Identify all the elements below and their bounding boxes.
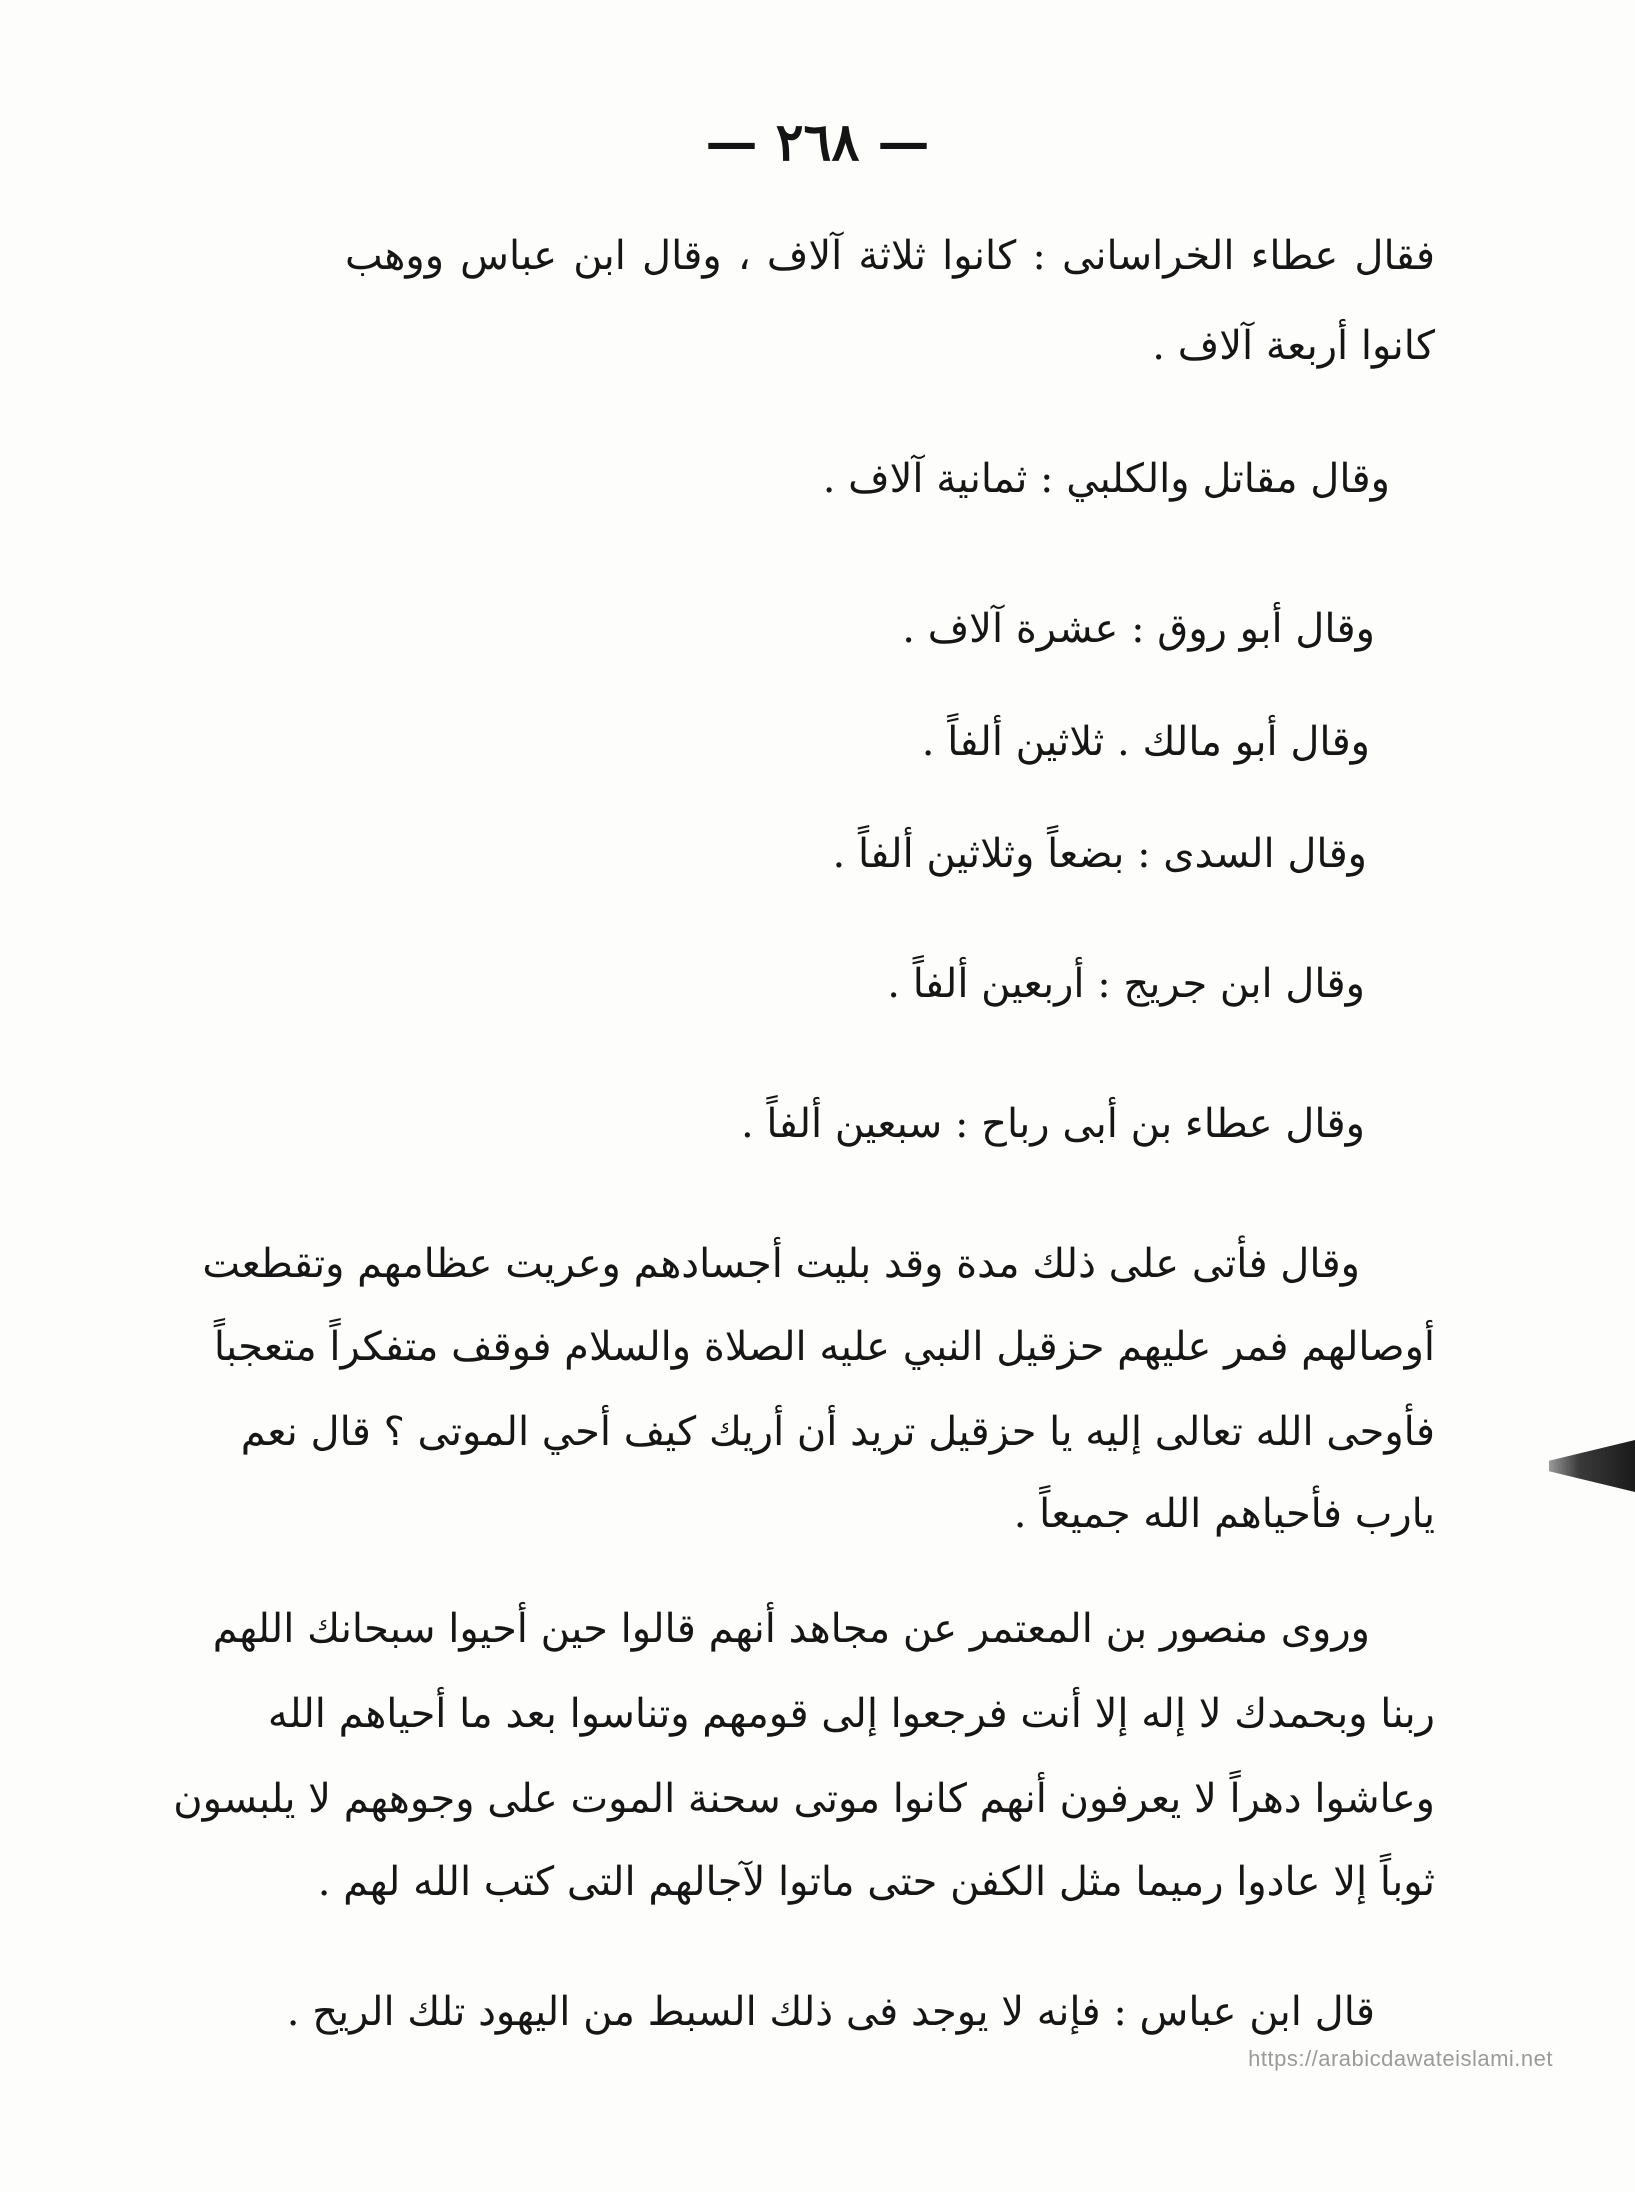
watermark-url: https://arabicdawateislami.net (1248, 2046, 1553, 2071)
paragraph-9-line-2: ربنا وبحمدك لا إله إلا أنت فرجعوا إلى قومهم وتناسوا بعد ما أحياهم الله (267, 1691, 1435, 1737)
paragraph-4: وقال أبو مالك . ثلاثين ألفاً . (921, 719, 1370, 765)
paragraph-6: وقال ابن جريج : أربعين ألفاً . (887, 961, 1365, 1007)
paragraph-1-line-2: كانوا أربعة آلاف . (1152, 323, 1435, 369)
paragraph-8-line-4: يارب فأحياهم الله جميعاً . (1013, 1491, 1435, 1537)
paragraph-8-line-3: فأوحى الله تعالى إليه يا حزقيل تريد أن أريك كيف أحي الموتى ؟ قال نعم (240, 1409, 1435, 1455)
paragraph-1-line-1: فقال عطاء الخراسانى : كانوا ثلاثة آلاف ، وقال ابن عباس ووهب (345, 233, 1435, 279)
paragraph-8-line-1: وقال فأتى على ذلك مدة وقد بليت أجسادهم وعريت عظامهم وتقطعت (202, 1241, 1360, 1287)
paragraph-10: قال ابن عباس : فإنه لا يوجد فى ذلك السبط من اليهود تلك الريح . (286, 1989, 1375, 2035)
paragraph-5: وقال السدى : بضعاً وثلاثين ألفاً . (832, 831, 1367, 877)
paragraph-9-line-3: وعاشوا دهراً لا يعرفون أنهم كانوا موتى سحنة الموت على وجوههم لا يلبسون (173, 1776, 1435, 1822)
paragraph-3: وقال أبو روق : عشرة آلاف . (902, 606, 1375, 652)
paragraph-8-line-2: أوصالهم فمر عليهم حزقيل النبي عليه الصلاة والسلام فوقف متفكراً متعجباً (213, 1324, 1435, 1370)
paragraph-9-line-1: وروى منصور بن المعتمر عن مجاهد أنهم قالوا حين أحيوا سبحانك اللهم (212, 1606, 1370, 1652)
paragraph-2: وقال مقاتل والكلبي : ثمانية آلاف . (822, 456, 1390, 502)
paragraph-7: وقال عطاء بن أبى رباح : سبعين ألفاً . (740, 1101, 1365, 1147)
scan-edge-tab-mark (1549, 1440, 1635, 1492)
page-number: — ٢٦٨ — (705, 112, 930, 173)
paragraph-9-line-4: ثوباً إلا عادوا رميما مثل الكفن حتى ماتوا لآجالهم التى كتب الله لهم . (317, 1859, 1435, 1905)
